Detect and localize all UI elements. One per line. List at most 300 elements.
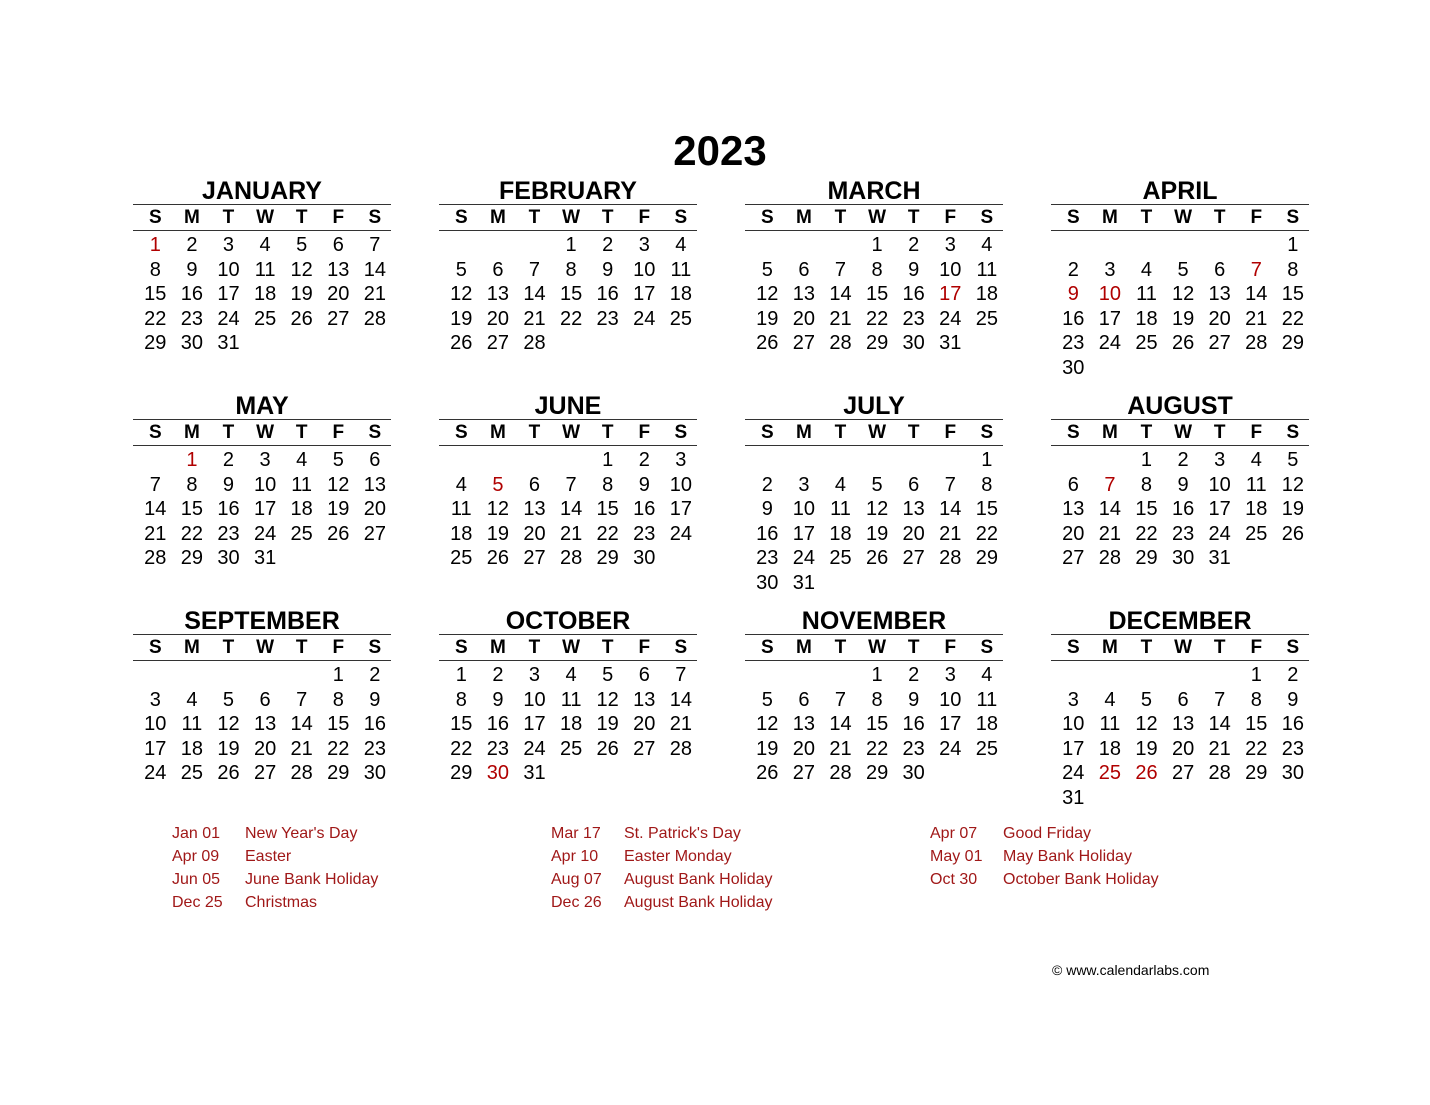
day-grid	[443, 448, 697, 571]
holiday-row	[930, 868, 1159, 891]
day-cell: 30	[756, 571, 779, 594]
footer-credit: © www.calendarlabs.com	[1052, 962, 1210, 978]
empty-day-cell	[822, 448, 859, 473]
holiday-name: St. Patrick's Day	[624, 825, 741, 842]
weekday-header	[749, 420, 1003, 445]
day-cell: 25	[450, 547, 473, 569]
weekday-header	[137, 205, 391, 230]
weekday-label: W	[256, 207, 275, 228]
weekday-label: T	[601, 207, 614, 228]
day-cell: 28	[1098, 547, 1122, 569]
weekday-label: T	[1140, 422, 1153, 443]
day-cell: 15	[596, 498, 619, 520]
day-cell: 6	[908, 473, 920, 496]
day-cell: 15	[975, 498, 998, 520]
holiday-row	[172, 845, 378, 868]
day-cell: 4	[834, 473, 847, 496]
day-cell: 29	[450, 762, 473, 784]
day-cell: 29	[180, 547, 204, 569]
day-cell: 4	[259, 234, 271, 256]
weekday-label: F	[944, 637, 957, 658]
day-cell: 29	[975, 547, 998, 569]
day-cell: 20	[523, 522, 546, 545]
day-cell: 28	[1208, 762, 1231, 784]
weekday-label: W	[562, 422, 581, 443]
weekday-divider	[439, 445, 697, 446]
day-cell: 21	[523, 307, 546, 330]
day-cell: 6	[638, 664, 650, 686]
day-cell: 10	[939, 688, 962, 711]
day-cell: 22	[450, 737, 473, 760]
day-cell: 3	[528, 664, 541, 686]
day-cell: 24	[939, 307, 962, 330]
day-cell: 22	[975, 522, 998, 545]
day-cell: 20	[253, 737, 277, 760]
holiday-date: Jun 05	[172, 871, 221, 888]
month-august	[1051, 391, 1309, 571]
empty-day-cell	[516, 233, 553, 258]
day-cell: 30	[1281, 762, 1304, 784]
day-cell: 29	[1135, 547, 1158, 569]
day-cell: 18	[450, 522, 473, 545]
day-cell: 30	[1062, 356, 1085, 379]
day-cell: 20	[633, 713, 656, 735]
weekday-label: M	[489, 207, 506, 228]
day-cell: 23	[217, 522, 240, 545]
weekday-label: T	[1140, 637, 1153, 658]
holiday-column	[172, 822, 378, 914]
empty-day-cell	[553, 448, 590, 473]
weekday-label: F	[332, 422, 345, 443]
day-cell: 27	[1171, 762, 1195, 784]
month-name: SEPTEMBER	[184, 607, 340, 635]
day-cell: 20	[1208, 307, 1231, 330]
day-cell: 18	[1098, 737, 1122, 760]
holiday-date: Apr 09	[172, 848, 220, 865]
day-cell: 21	[144, 522, 167, 545]
day-cell: 21	[1098, 522, 1122, 545]
empty-day-cell	[1055, 448, 1092, 473]
day-cell: 14	[559, 498, 583, 520]
day-cell: 30	[633, 547, 656, 569]
month-december	[1051, 606, 1309, 810]
month-january	[133, 176, 391, 356]
day-cell: 10	[633, 258, 656, 281]
day-cell: 7	[834, 688, 847, 711]
day-cell: 21	[559, 522, 583, 545]
day-cell: 19	[327, 498, 350, 520]
month-name: FEBRUARY	[499, 177, 637, 205]
day-cell: 19	[1171, 307, 1195, 330]
day-cell: 5	[761, 688, 773, 711]
empty-day-cell	[247, 663, 284, 688]
day-cell: 7	[296, 688, 308, 711]
weekday-label: S	[760, 207, 774, 228]
day-cell: 1	[332, 664, 344, 686]
day-cell: 18	[559, 713, 583, 735]
day-cell: 3	[222, 234, 235, 256]
holiday-name: Easter Monday	[624, 848, 732, 865]
weekday-label: F	[332, 207, 345, 228]
day-cell: 16	[1281, 713, 1304, 735]
day-cell: 17	[1208, 498, 1231, 520]
day-cell: 15	[865, 283, 889, 305]
weekday-label: W	[1174, 637, 1193, 658]
day-cell: 3	[798, 473, 810, 496]
day-cell: 25	[829, 547, 852, 569]
weekday-label: W	[868, 422, 887, 443]
weekday-label: S	[454, 422, 468, 443]
day-cell: 2	[908, 234, 920, 256]
day-cell: 10	[217, 258, 240, 281]
month-name: MARCH	[827, 177, 921, 205]
weekday-header	[443, 635, 697, 660]
empty-day-cell	[1092, 448, 1129, 473]
day-cell: 10	[792, 498, 816, 520]
day-cell: 12	[290, 258, 313, 281]
day-cell: 6	[528, 473, 541, 496]
weekday-label: T	[222, 207, 235, 228]
day-cell: 23	[486, 737, 510, 760]
weekday-label: T	[222, 637, 235, 658]
day-cell: 8	[149, 258, 161, 281]
day-cell: 1	[981, 449, 993, 471]
day-cell: 26	[1281, 522, 1304, 545]
day-cell: 22	[180, 522, 204, 545]
day-cell: 27	[327, 307, 350, 330]
weekday-label: M	[1101, 637, 1118, 658]
day-cell: 28	[144, 547, 167, 569]
holiday-row	[551, 845, 773, 868]
day-cell: 14	[1098, 498, 1122, 520]
day-cell: 8	[332, 688, 344, 711]
day-cell: 23	[1281, 737, 1304, 760]
day-cell: 6	[1177, 688, 1189, 711]
empty-day-cell	[749, 233, 786, 258]
day-grid	[1055, 663, 1309, 810]
empty-day-cell	[137, 448, 174, 473]
holiday-name: Good Friday	[1003, 825, 1092, 842]
day-grid	[749, 663, 1003, 786]
day-cell: 11	[291, 473, 313, 496]
day-cell: 13	[486, 283, 510, 305]
day-cell: 30	[363, 762, 386, 784]
day-cell: 24	[792, 547, 816, 569]
day-cell: 8	[455, 688, 467, 711]
weekday-label: S	[1066, 207, 1080, 228]
day-cell: 3	[638, 234, 650, 256]
day-cell: 15	[327, 713, 350, 735]
day-cell: 23	[363, 737, 386, 760]
day-grid	[137, 233, 391, 356]
day-cell: 26	[1171, 332, 1195, 354]
month-name: DECEMBER	[1108, 607, 1252, 635]
day-cell: 8	[981, 473, 993, 496]
weekday-label: S	[980, 637, 994, 658]
day-grid	[137, 448, 391, 571]
weekday-label: M	[1101, 207, 1118, 228]
day-cell: 1	[871, 234, 883, 256]
holiday-day-cell: 17	[939, 283, 962, 305]
day-cell: 24	[939, 737, 962, 760]
day-cell: 13	[363, 473, 386, 496]
empty-day-cell	[1238, 233, 1275, 258]
day-cell: 17	[1062, 737, 1085, 760]
weekday-header	[137, 420, 391, 445]
day-cell: 29	[865, 332, 889, 354]
calendar-year-title: 2023	[673, 127, 767, 174]
day-cell: 10	[1208, 473, 1231, 496]
day-cell: 13	[633, 688, 656, 711]
day-cell: 27	[253, 762, 277, 784]
holiday-date: Apr 07	[930, 825, 978, 842]
day-cell: 25	[180, 762, 204, 784]
day-cell: 1	[1287, 234, 1299, 256]
day-cell: 14	[939, 498, 962, 520]
day-cell: 20	[902, 522, 925, 545]
day-cell: 17	[523, 713, 546, 735]
empty-day-cell	[1128, 663, 1165, 688]
holiday-row	[930, 822, 1159, 845]
empty-day-cell	[1092, 663, 1129, 688]
empty-day-cell	[1055, 233, 1092, 258]
day-cell: 25	[1135, 332, 1158, 354]
weekday-label: F	[944, 422, 957, 443]
empty-day-cell	[786, 663, 823, 688]
day-cell: 15	[865, 713, 889, 735]
holiday-date: May 01	[930, 848, 983, 865]
day-cell: 16	[902, 713, 925, 735]
day-cell: 27	[633, 737, 656, 760]
day-cell: 9	[761, 498, 773, 520]
day-cell: 7	[369, 234, 381, 256]
day-cell: 4	[296, 449, 308, 471]
holiday-column	[930, 822, 1159, 891]
day-cell: 20	[1171, 737, 1195, 760]
day-cell: 24	[253, 522, 277, 545]
day-cell: 24	[1208, 522, 1231, 545]
day-cell: 15	[180, 498, 204, 520]
weekday-divider	[1051, 230, 1309, 231]
day-cell: 26	[327, 522, 350, 545]
day-cell: 5	[1177, 258, 1189, 281]
day-cell: 28	[829, 332, 852, 354]
day-cell: 4	[981, 234, 993, 256]
day-cell: 16	[486, 713, 510, 735]
day-cell: 22	[1281, 307, 1304, 330]
empty-day-cell	[443, 448, 480, 473]
day-cell: 9	[1287, 688, 1299, 711]
weekday-label: T	[1140, 207, 1153, 228]
day-cell: 13	[1208, 283, 1231, 305]
holiday-day-cell: 7	[1250, 258, 1262, 281]
holiday-day-cell: 1	[149, 234, 161, 256]
day-cell: 2	[492, 664, 504, 686]
weekday-label: M	[795, 422, 812, 443]
day-cell: 21	[1245, 307, 1268, 330]
day-cell: 8	[1140, 473, 1153, 496]
empty-day-cell	[859, 448, 896, 473]
empty-day-cell	[822, 663, 859, 688]
month-name: JANUARY	[202, 177, 322, 205]
day-cell: 26	[756, 332, 779, 354]
day-cell: 16	[1062, 307, 1085, 330]
day-cell: 1	[565, 234, 577, 256]
weekday-label: F	[944, 207, 957, 228]
day-cell: 27	[792, 762, 816, 784]
day-cell: 16	[217, 498, 240, 520]
day-cell: 4	[675, 234, 687, 256]
holiday-row	[172, 891, 378, 914]
holiday-name: October Bank Holiday	[1003, 871, 1159, 888]
day-cell: 12	[1135, 713, 1158, 735]
month-june	[439, 391, 697, 571]
empty-day-cell	[1201, 233, 1238, 258]
day-cell: 7	[944, 473, 956, 496]
day-cell: 22	[327, 737, 350, 760]
day-cell: 12	[756, 713, 779, 735]
day-cell: 22	[865, 737, 889, 760]
day-cell: 12	[486, 498, 510, 520]
day-cell: 24	[1062, 762, 1085, 784]
day-cell: 17	[1098, 307, 1122, 330]
day-cell: 8	[1287, 258, 1299, 281]
day-cell: 8	[602, 473, 614, 496]
weekday-label: M	[183, 422, 200, 443]
day-cell: 11	[1136, 283, 1157, 305]
day-cell: 8	[871, 688, 883, 711]
weekday-label: T	[601, 422, 614, 443]
weekday-label: W	[1174, 422, 1193, 443]
day-cell: 31	[1208, 547, 1231, 569]
weekday-label: S	[1066, 637, 1080, 658]
day-cell: 18	[669, 283, 692, 305]
weekday-label: F	[638, 637, 651, 658]
empty-day-cell	[480, 448, 517, 473]
day-cell: 4	[455, 473, 467, 496]
day-cell: 11	[1099, 713, 1121, 735]
day-cell: 3	[944, 664, 956, 686]
weekday-label: T	[907, 422, 920, 443]
day-cell: 29	[1281, 332, 1304, 354]
day-cell: 8	[186, 473, 198, 496]
day-cell: 19	[756, 307, 779, 330]
empty-day-cell	[749, 448, 786, 473]
holiday-row	[551, 891, 773, 914]
weekday-label: S	[980, 207, 994, 228]
day-cell: 9	[602, 258, 614, 281]
day-cell: 16	[596, 283, 619, 305]
empty-day-cell	[210, 663, 247, 688]
day-cell: 18	[253, 283, 277, 305]
day-cell: 20	[792, 737, 816, 760]
day-cell: 23	[756, 547, 779, 569]
day-cell: 27	[902, 547, 925, 569]
day-cell: 13	[1171, 713, 1195, 735]
day-cell: 29	[596, 547, 619, 569]
day-cell: 16	[902, 283, 925, 305]
holiday-day-cell: 10	[1098, 283, 1122, 305]
month-name: APRIL	[1142, 177, 1218, 205]
holiday-name: June Bank Holiday	[245, 871, 379, 888]
weekday-divider	[1051, 660, 1309, 661]
day-cell: 25	[253, 307, 277, 330]
day-cell: 2	[369, 664, 381, 686]
day-cell: 17	[217, 283, 240, 305]
empty-day-cell	[1055, 663, 1092, 688]
day-cell: 14	[523, 283, 546, 305]
month-may	[133, 391, 391, 571]
day-cell: 13	[327, 258, 350, 281]
day-cell: 3	[259, 449, 271, 471]
day-cell: 19	[1135, 737, 1158, 760]
day-cell: 24	[523, 737, 546, 760]
weekday-label: W	[562, 637, 581, 658]
weekday-divider	[133, 445, 391, 446]
holiday-name: New Year's Day	[245, 825, 358, 842]
day-cell: 8	[871, 258, 883, 281]
month-september	[133, 606, 391, 786]
day-cell: 2	[1177, 449, 1189, 471]
day-cell: 12	[217, 713, 240, 735]
day-cell: 13	[253, 713, 277, 735]
empty-day-cell	[174, 663, 211, 688]
day-cell: 8	[1250, 688, 1262, 711]
day-cell: 24	[669, 522, 692, 545]
holiday-name: May Bank Holiday	[1003, 848, 1132, 865]
holiday-date: Oct 30	[930, 871, 978, 888]
month-july	[745, 391, 1003, 595]
weekday-label: M	[183, 207, 200, 228]
day-cell: 2	[908, 664, 920, 686]
weekday-label: S	[674, 207, 688, 228]
empty-day-cell	[283, 663, 320, 688]
day-cell: 23	[902, 307, 925, 330]
weekday-divider	[439, 230, 697, 231]
day-cell: 10	[523, 688, 546, 711]
empty-day-cell	[895, 448, 932, 473]
day-cell: 26	[596, 737, 619, 760]
day-cell: 6	[369, 449, 381, 471]
day-cell: 3	[149, 688, 161, 711]
holiday-row	[551, 822, 773, 845]
weekday-label: S	[454, 207, 468, 228]
weekday-label: T	[222, 422, 235, 443]
day-cell: 10	[939, 258, 962, 281]
day-cell: 5	[871, 473, 883, 496]
weekday-label: M	[489, 422, 506, 443]
day-cell: 30	[1171, 547, 1195, 569]
day-cell: 28	[559, 547, 583, 569]
day-cell: 31	[217, 332, 240, 354]
day-cell: 26	[756, 762, 779, 784]
empty-day-cell	[932, 448, 969, 473]
holiday-day-cell: 5	[492, 473, 504, 496]
day-cell: 17	[939, 713, 962, 735]
month-name: JULY	[843, 392, 905, 420]
day-cell: 1	[602, 449, 614, 471]
day-cell: 13	[792, 713, 816, 735]
month-february	[439, 176, 697, 356]
day-cell: 26	[290, 307, 313, 330]
day-cell: 2	[638, 449, 650, 471]
day-cell: 6	[1067, 473, 1079, 496]
day-cell: 11	[560, 688, 582, 711]
holiday-column	[551, 822, 773, 914]
day-cell: 14	[290, 713, 313, 735]
weekday-label: F	[1250, 422, 1263, 443]
day-cell: 9	[369, 688, 381, 711]
